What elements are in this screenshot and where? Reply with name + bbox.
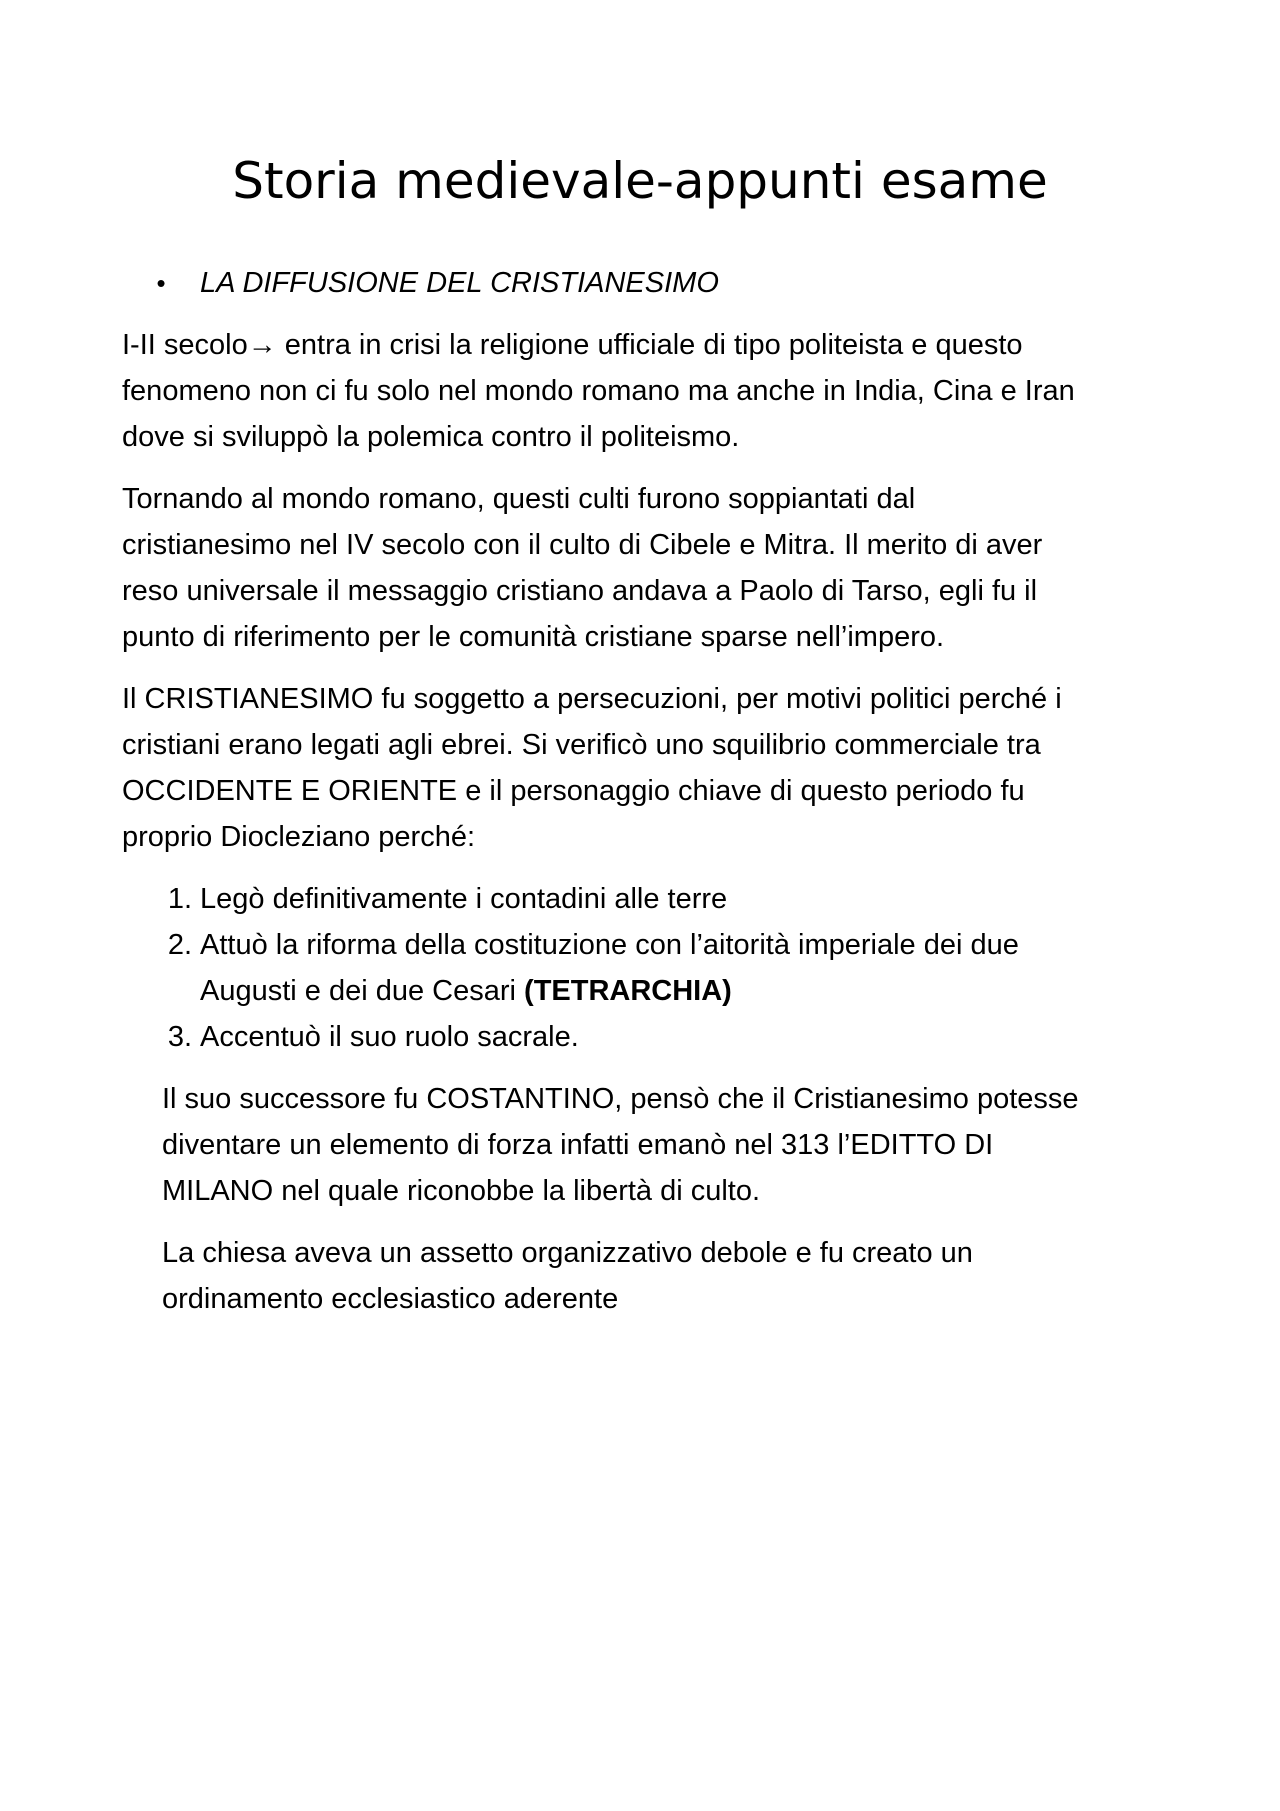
list-item-text: Accentuò il suo ruolo sacrale. <box>200 1021 579 1053</box>
list-item-number: 2. <box>167 929 192 961</box>
paragraph-1 <box>122 322 1172 460</box>
list-item-text <box>200 922 1172 1014</box>
paragraph-2-line-4: punto di riferimento per le comunità cristiane sparse nell’impero. <box>122 621 945 653</box>
numbered-list <box>122 876 1172 1060</box>
paragraph-4-line-2: diventare un elemento di forza infatti emanò nel 313 l’EDITTO DI <box>162 1129 994 1161</box>
list-item <box>122 1014 1172 1060</box>
paragraph-4 <box>162 1076 1172 1214</box>
list-item-text: Legò definitivamente i contadini alle terre <box>200 883 728 915</box>
list-item-line-1: Attuò la riforma della costituzione con l’aitorità imperiale dei due <box>200 929 1019 961</box>
paragraph-5 <box>162 1230 1172 1322</box>
paragraph-2-line-3: reso universale il messaggio cristiano andava a Paolo di Tarso, egli fu il <box>122 575 1038 607</box>
paragraph-2-line-2: cristianesimo nel IV secolo con il culto di Cibele e Mitra. Il merito di aver <box>122 529 1043 561</box>
paragraph-1-line-1 <box>122 322 1172 368</box>
bullet-heading: LA DIFFUSIONE DEL CRISTIANESIMO <box>200 267 719 299</box>
list-item-number: 1. <box>167 883 192 915</box>
paragraph-4-line-1: Il suo successore fu COSTANTINO, pensò che il Cristianesimo potesse <box>162 1083 1079 1115</box>
paragraph-3-line-3: OCCIDENTE E ORIENTE e il personaggio chiave di questo periodo fu <box>122 775 1025 807</box>
paragraph-1-line-3: dove si sviluppò la polemica contro il politeismo. <box>122 421 740 453</box>
paragraph-2-line-1: Tornando al mondo romano, questi culti furono soppiantati dal <box>122 483 916 515</box>
bullet-item <box>122 260 1162 306</box>
document-title: Storia medievale-appunti esame <box>232 152 1048 210</box>
paragraph-1-line-1-rest: entra in crisi la religione ufficiale di tipo politeista e questo <box>276 329 1023 361</box>
paragraph-3-line-1: Il CRISTIANESIMO fu soggetto a persecuzioni, per motivi politici perché i <box>122 683 1062 715</box>
list-item-number: 3. <box>167 1021 192 1053</box>
paragraph-3-line-2: cristiani erano legati agli ebrei. Si verificò uno squilibrio commerciale tra <box>122 729 1041 761</box>
paragraph-5-line-2: ordinamento ecclesiastico aderente <box>162 1283 619 1315</box>
list-item <box>122 922 1172 1014</box>
paragraph-3 <box>122 676 1172 860</box>
paragraph-1-lead: I-II secolo <box>122 329 248 361</box>
paragraph-2 <box>122 476 1172 660</box>
paragraph-1-line-2: fenomeno non ci fu solo nel mondo romano ma anche in India, Cina e Iran <box>122 375 1075 407</box>
list-item <box>122 876 1172 922</box>
bullet-icon: • <box>156 268 166 298</box>
paragraph-5-line-1: La chiesa aveva un assetto organizzativo debole e fu creato un <box>162 1237 973 1269</box>
paragraph-3-line-4: proprio Diocleziano perché: <box>122 821 476 853</box>
paragraph-4-line-3: MILANO nel quale riconobbe la libertà di culto. <box>162 1175 761 1207</box>
list-item-line-2-text: Augusti e dei due Cesari <box>200 975 525 1007</box>
list-item-line-2 <box>200 968 1172 1014</box>
tetrarchia-bold: (TETRARCHIA) <box>524 975 732 1007</box>
arrow-right-icon: → <box>247 329 277 361</box>
